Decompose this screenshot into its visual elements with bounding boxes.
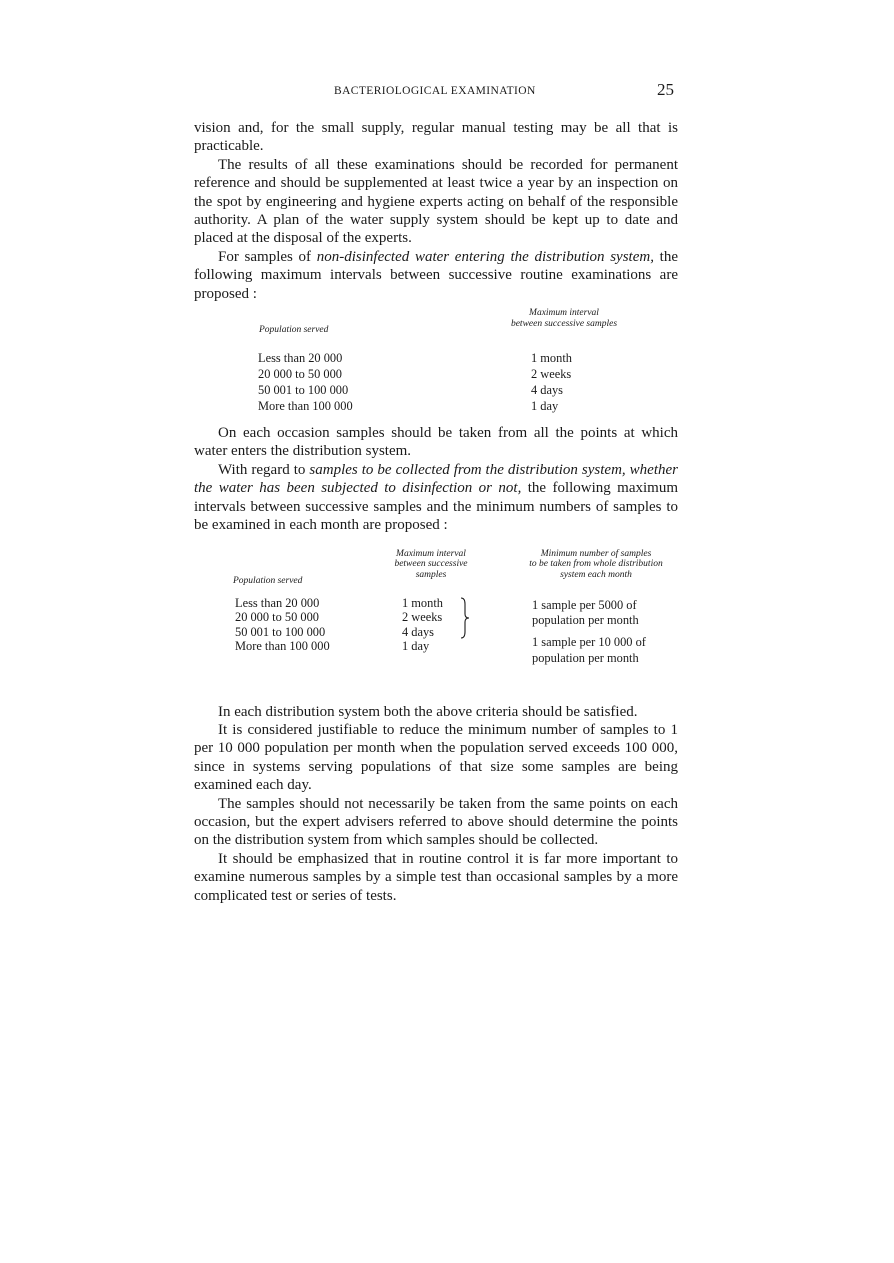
- table1-interval-cell: 2 weeks: [531, 367, 572, 382]
- table-distribution-sampling: [194, 549, 678, 693]
- table2-header-minimum: [517, 549, 675, 581]
- table2-header-minimum-line3: system each month: [560, 569, 632, 580]
- paragraph-5-text-b: the following maximum intervals between successive samples and the minimum numbers of samples to be examined in each month are proposed :: [194, 480, 678, 534]
- table2-minimum-cell: 1 sample per 5000 of: [532, 597, 637, 612]
- right-brace-icon: [460, 597, 470, 639]
- paragraph-4: On each occasion samples should be taken from all the points at which water enters the distribution system.: [194, 425, 678, 460]
- table2-interval-cell: 4 days: [402, 624, 435, 639]
- table1-interval-cell: 4 days: [531, 383, 564, 398]
- table2-header-minimum-line2: to be taken from whole distribution: [529, 559, 663, 570]
- table2-population-cell: More than 100 000: [235, 639, 330, 654]
- table2-interval-cell: 2 weeks: [402, 610, 443, 625]
- table1-population-cell: 20 000 to 50 000: [258, 367, 342, 382]
- table-non-disinfected-intervals: [194, 306, 678, 414]
- table1-interval-cell: 1 month: [531, 351, 572, 366]
- page-header: [194, 80, 676, 105]
- table2-header-minimum-line1: Minimum number of samples: [540, 548, 652, 559]
- page-body: [194, 119, 678, 905]
- paragraph-3-emphasis: non-disinfected water entering the distribution system,: [316, 248, 654, 265]
- table1-population-column: [258, 350, 353, 414]
- table2-header-interval-line2: between successive: [394, 559, 468, 570]
- table1-interval-cell: 1 day: [531, 399, 559, 414]
- table2-minimum-column: [532, 598, 646, 667]
- paragraph-1: vision and, for the small supply, regular manual testing may be all that is practicable.: [194, 120, 678, 155]
- paragraph-5-text-a: With regard to: [218, 461, 310, 478]
- table2-population-cell: 50 001 to 100 000: [235, 624, 326, 639]
- table1-header-population: Population served: [259, 325, 329, 336]
- paragraph-3: [194, 248, 678, 303]
- table2-population-cell: Less than 20 000: [235, 595, 320, 610]
- table2-minimum-cell: 1 sample per 10 000 of: [532, 635, 646, 650]
- table2-population-cell: 20 000 to 50 000: [235, 610, 319, 625]
- table2-header-interval-line1: Maximum interval: [396, 548, 466, 559]
- table1-header-interval-line2: between successive samples: [510, 319, 618, 330]
- paragraph-5: [194, 461, 678, 535]
- table1-population-cell: More than 100 000: [258, 399, 353, 414]
- table2-interval-cell: 1 day: [402, 639, 430, 654]
- paragraph-5-emphasis: samples to be collected from the distribution system, whether the water has been subjected to disinfection or not,: [194, 461, 678, 497]
- table1-population-cell: 50 001 to 100 000: [258, 383, 349, 398]
- table2-minimum-cell: population per month: [532, 612, 639, 627]
- table2-header-interval-line3: samples: [415, 569, 447, 580]
- running-head: BACTERIOLOGICAL EXAMINATION: [334, 85, 536, 97]
- paragraph-3-text-a: For samples of: [218, 248, 317, 265]
- paragraph-3-text-b: the following maximum intervals between successive routine examinations are proposed :: [194, 248, 678, 302]
- paragraph-8: The samples should not necessarily be taken from the same points on each occasion, but the expert advisers referred to above should determine the points on the distribution system from which samples should be collected.: [194, 795, 678, 849]
- table1-header-interval: [494, 308, 634, 330]
- table2-interval-column: [402, 596, 443, 654]
- table1-header-interval-line1: Maximum interval: [529, 308, 599, 319]
- table2-header-population: Population served: [233, 575, 303, 586]
- paragraph-9: It should be emphasized that in routine control it is far more important to examine numerous samples by a simple test than occasional samples by a more complicated test or series of tests.: [194, 850, 678, 904]
- table2-interval-cell: 1 month: [402, 595, 443, 610]
- table1-interval-column: [531, 350, 572, 414]
- paragraph-2: The results of all these examinations should be recorded for permanent reference and should be supplemented at least twice a year by an inspection on the spot by engineering and hygiene experts acting on behalf of the responsible authority. A plan of the water supply system should be kept up to date and placed at the disposal of the experts.: [194, 156, 678, 247]
- table2-population-column: [235, 596, 330, 654]
- paragraph-7: It is considered justifiable to reduce the minimum number of samples to 1 per 10 000 population per month when the population served exceeds 100 000, since in systems serving populations of that size some samples are being examined each day.: [194, 721, 678, 794]
- table2-minimum-cell: population per month: [532, 650, 639, 665]
- paragraph-6: In each distribution system both the above criteria should be satisfied.: [218, 703, 638, 720]
- table2-header-interval: [379, 549, 483, 581]
- table1-population-cell: Less than 20 000: [258, 351, 343, 366]
- page-number: 25: [657, 80, 674, 99]
